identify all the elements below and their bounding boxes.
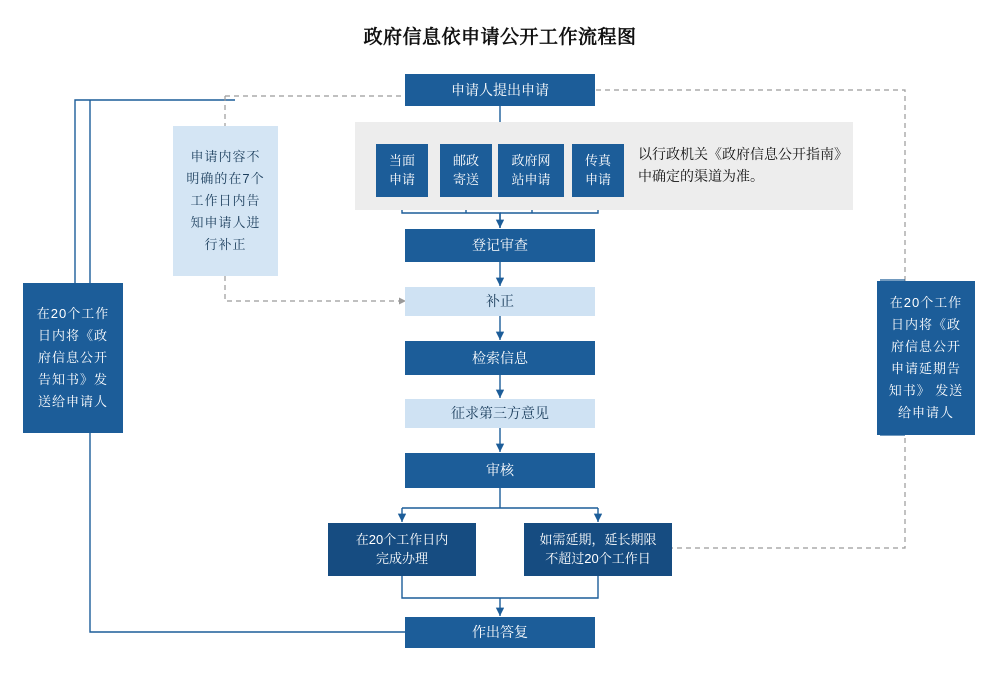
channel-fax-line1: 传真	[584, 152, 611, 168]
note-unclear-application: 申请内容不明确的在7个工作日内告知申请人进行补正	[173, 126, 278, 276]
channel-in-person-line1: 当面	[388, 152, 415, 168]
channel-in-person[interactable]	[376, 144, 428, 197]
node-outcome-complete[interactable]	[328, 523, 476, 576]
note-left-notice: 在20个工作日内将《政府信息公开告知书》发送给申请人	[23, 283, 123, 433]
note-right-extension-notice: 在20个工作日内将《政府信息公开申请延期告知书》 发送给申请人	[877, 281, 975, 435]
node-search-info[interactable]: 检索信息	[405, 341, 595, 375]
node-outcome-extension[interactable]	[524, 523, 672, 576]
node-register[interactable]: 登记审查	[405, 229, 595, 262]
channel-website[interactable]	[498, 144, 564, 197]
node-supplement[interactable]: 补正	[405, 287, 595, 316]
channel-mail-line1: 邮政	[452, 152, 479, 168]
node-review[interactable]: 审核	[405, 453, 595, 488]
channel-website-line2: 站申请	[511, 171, 551, 187]
node-apply[interactable]: 申请人提出申请	[405, 74, 595, 106]
outcome-extension-line2: 不超过20个工作日	[545, 550, 651, 566]
channel-note-line2: 中确定的渠道为准。	[638, 168, 764, 185]
node-reply[interactable]: 作出答复	[405, 617, 595, 648]
page-title: 政府信息依申请公开工作流程图	[363, 27, 637, 48]
channel-note	[638, 143, 853, 188]
channel-note-line1: 以行政机关《政府信息公开指南》	[638, 146, 848, 162]
channel-mail-line2: 寄送	[452, 171, 479, 187]
channel-mail[interactable]	[440, 144, 492, 197]
outcome-complete-line2: 完成办理	[375, 550, 428, 566]
outcome-extension-line1: 如需延期，延长期限	[539, 531, 657, 547]
channel-fax[interactable]	[572, 144, 624, 197]
outcome-complete-line1: 在20个工作日内	[355, 531, 449, 547]
node-third-party-opinion[interactable]: 征求第三方意见	[405, 399, 595, 428]
channel-fax-line2: 申请	[584, 171, 611, 187]
channel-in-person-line2: 申请	[388, 171, 415, 187]
channel-website-line1: 政府网	[511, 152, 551, 168]
